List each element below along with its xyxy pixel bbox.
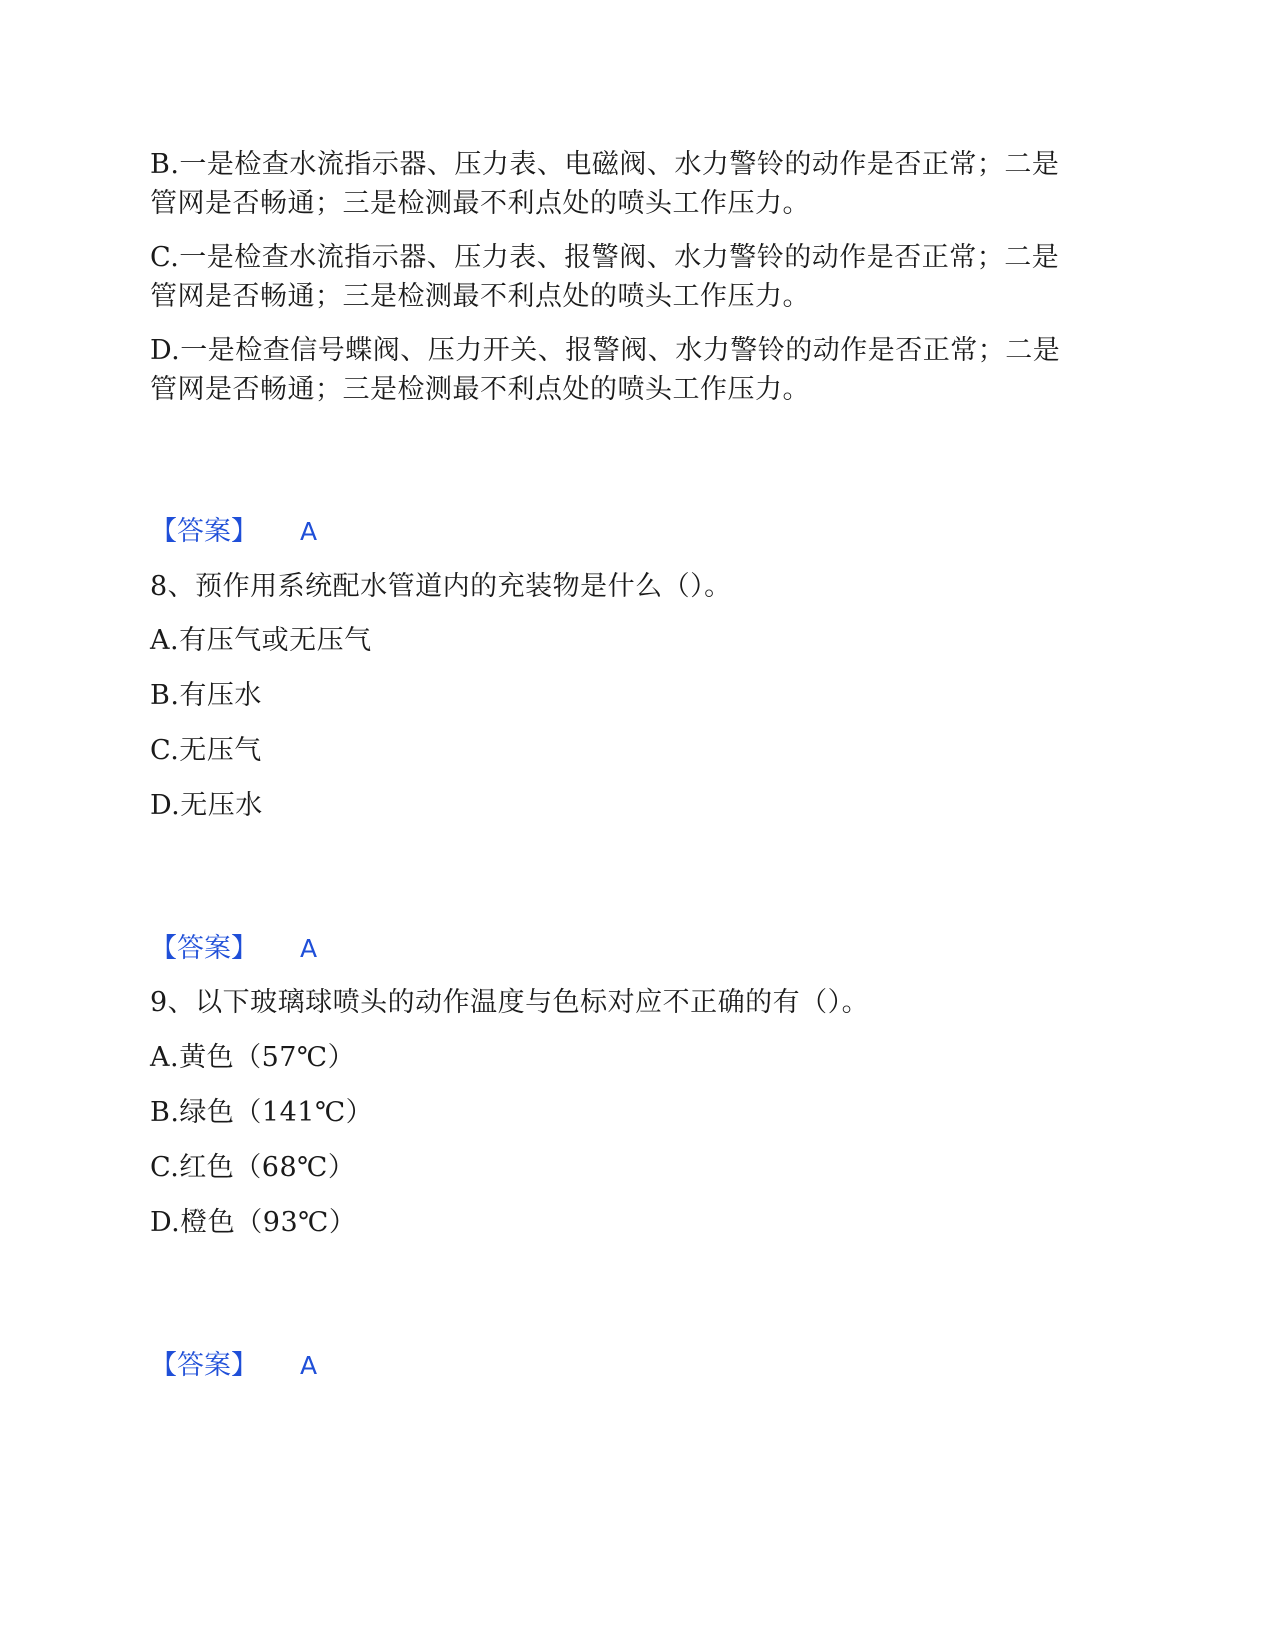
answer-q8 (150, 929, 317, 969)
answer-value: A (300, 934, 318, 963)
answer-value: A (300, 1351, 318, 1380)
answer-label: 【答案】 (150, 516, 258, 547)
answer-q9 (150, 1346, 317, 1386)
question-8-stem: 8、预作用系统配水管道内的充装物是什么（）。 (150, 571, 732, 602)
question-9-option-b: B.绿色（141℃） (150, 1097, 374, 1128)
answer-value: A (300, 517, 318, 546)
question-8-option-c: C.无压气 (150, 735, 262, 766)
answer-label: 【答案】 (150, 1350, 258, 1381)
question-9-stem: 9、以下玻璃球喷头的动作温度与色标对应不正确的有（）。 (150, 987, 870, 1018)
option-c-line1: C.一是检查水流指示器、压力表、报警阀、水力警铃的动作是否正常；二是 (150, 242, 1060, 273)
question-8-option-a: A.有压气或无压气 (150, 625, 372, 656)
question-8-option-b: B.有压水 (150, 680, 262, 711)
question-8-option-d: D.无压水 (150, 790, 263, 821)
answer-label: 【答案】 (150, 933, 258, 964)
option-d-line2: 管网是否畅通；三是检测最不利点处的喷头工作压力。 (150, 374, 810, 405)
answer-prev (150, 512, 317, 552)
question-9-option-d: D.橙色（93℃） (150, 1207, 357, 1238)
question-9-option-c: C.红色（68℃） (150, 1152, 356, 1183)
option-c-line2: 管网是否畅通；三是检测最不利点处的喷头工作压力。 (150, 281, 810, 312)
option-b-line1: B.一是检查水流指示器、压力表、电磁阀、水力警铃的动作是否正常；二是 (150, 149, 1060, 180)
option-b-line2: 管网是否畅通；三是检测最不利点处的喷头工作压力。 (150, 188, 810, 219)
question-9-option-a: A.黄色（57℃） (150, 1042, 356, 1073)
option-d-line1: D.一是检查信号蝶阀、压力开关、报警阀、水力警铃的动作是否正常；二是 (150, 335, 1061, 366)
